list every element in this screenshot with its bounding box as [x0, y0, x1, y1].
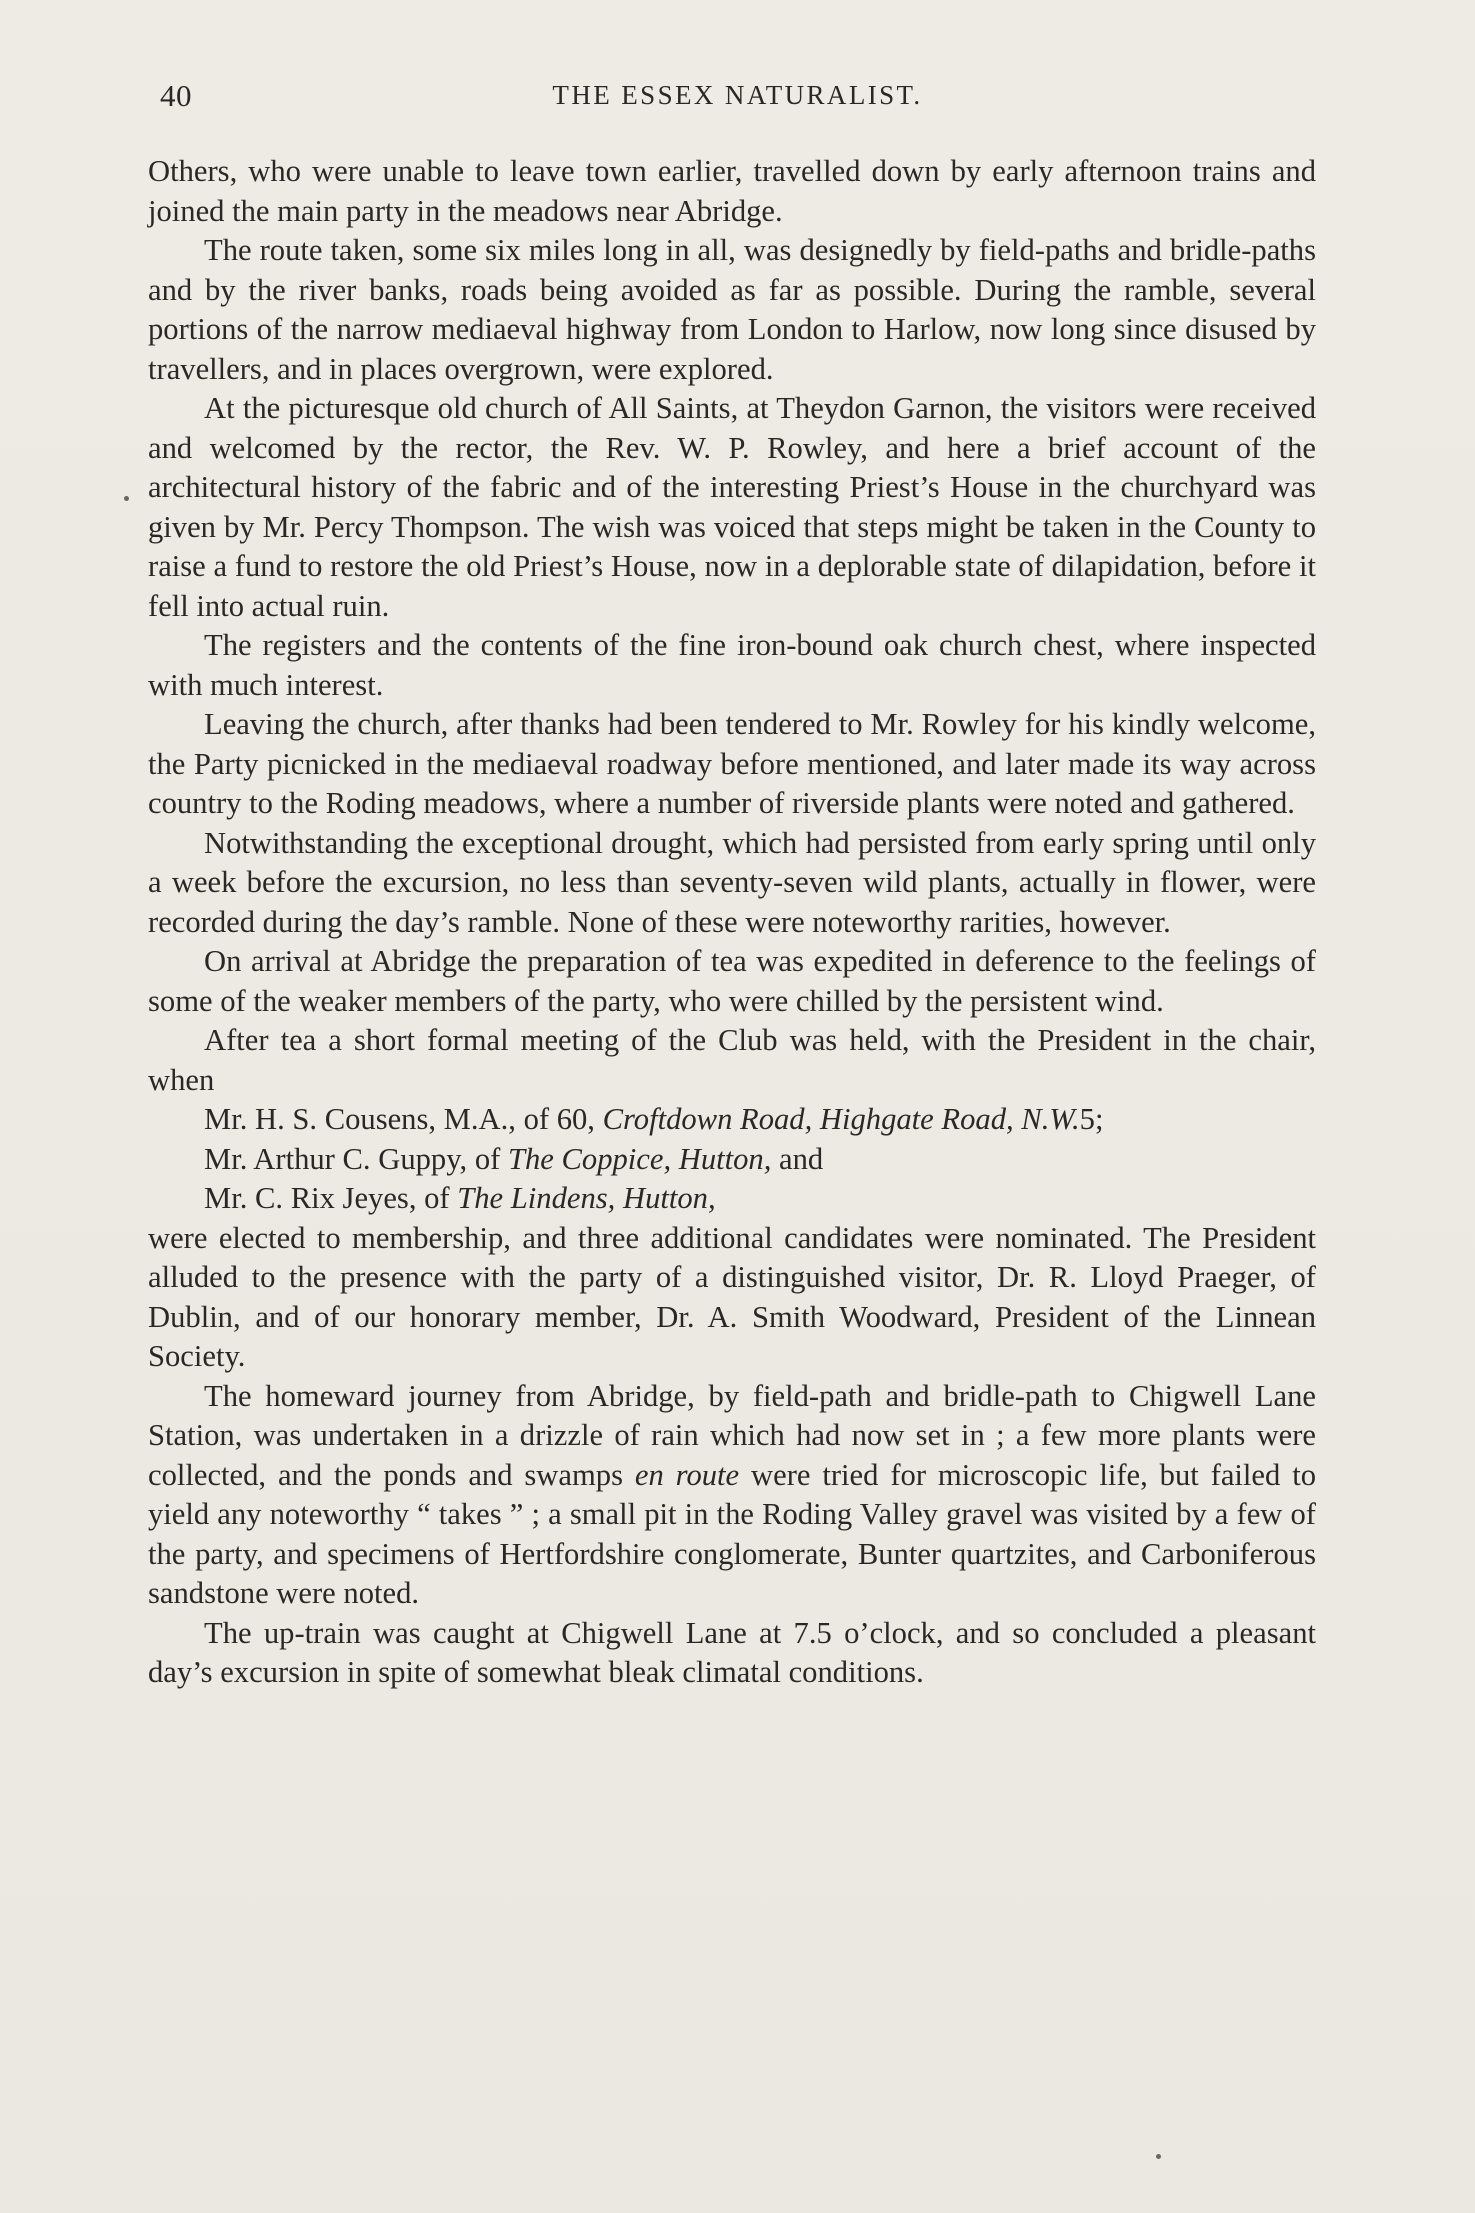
running-head [160, 78, 1315, 122]
paragraph-closing: The up-train was caught at Chigwell Lane at 7.5 o’clock, and so concluded a pleasant day’s excursion in spite of somewhat bleak climatal conditions. [148, 1615, 1316, 1689]
paragraph-4: The registers and the contents of the fine iron-bound oak church chest, where inspected with much interest. [148, 628, 1316, 702]
paragraph-8: After tea a short formal meeting of the Club was held, with the President in the chair, when [148, 1023, 1316, 1097]
homeward-italic: en route [634, 1457, 740, 1492]
homeward-text: The homeward journey from Abridge, by field-path and bridle-path to Chigwell Lane Station, was undertaken in a drizzle of rain which had now set in ; a few more plants were collected, and the ponds and swamps [148, 1378, 1316, 1492]
homeward-text-end: were tried for microscopic life, but failed to yield any noteworthy “ takes ” ; a small pit in the Roding Valley gravel was visited by a few of the party, and specimens of Hertfordshire conglomerate, Bunter quartzites, and Carboniferous sandstone were noted. [148, 1457, 1317, 1610]
new-member-3 [148, 1179, 1316, 1219]
journal-title: THE ESSEX NATURALIST. [552, 80, 923, 110]
paragraph-after-members: were elected to membership, and three additional candidates were nominated. The President alluded to the presence with the party of a distinguished visitor, Dr. R. Lloyd Praeger, of Dublin, and of our honorary member, Dr. A. Smith Woodward, President of the Linnean Society. [148, 1220, 1316, 1373]
member-address: The Coppice, Hutton, [507, 1141, 772, 1176]
paragraph-3: At the picturesque old church of All Saints, at Theydon Garnon, the visitors were received and welcomed by the rector, the Rev. W. P. Rowley, and here a brief account of the architectural history of the fabric and of the interesting Priest’s House in the churchyard was given by Mr. Percy Thompson. The wish was voiced that steps might be taken in the County to raise a fund to restore the old Priest’s House, now in a deplorable state of dilapidation, before it fell into actual ruin. [148, 391, 1316, 623]
member-suffix: and [771, 1141, 824, 1176]
page-number: 40 [160, 78, 192, 113]
member-suffix: 5; [1079, 1102, 1104, 1136]
member-address: The Lindens, Hutton, [457, 1181, 716, 1215]
member-name: Mr. H. S. Cousens, M.A., of 60, [204, 1102, 603, 1136]
paragraph-2: The route taken, some six miles long in all, was designedly by field-paths and bridle-paths and by the river banks, roads being avoided as far as possible. During the ramble, several portions of the narrow mediaeval highway from London to Harlow, now long since disused by travellers, and in places overgrown, were explored. [148, 233, 1316, 386]
paragraph-1: Others, who were unable to leave town earlier, travelled down by early afternoon trains and joined the main party in the meadows near Abridge. [148, 154, 1316, 228]
paragraph-6: Notwithstanding the exceptional drought, which had persisted from early spring until only a week before the excursion, no less than seventy-seven wild plants, actually in flower, were recorded during the day’s ramble. None of these were noteworthy rarities, however. [148, 825, 1316, 939]
print-speck [124, 496, 129, 501]
paragraph-homeward [148, 1377, 1316, 1614]
member-name: Mr. C. Rix Jeyes, of [204, 1181, 458, 1215]
new-member-2 [148, 1140, 1316, 1180]
article-body [148, 152, 1316, 1693]
paragraph-5: Leaving the church, after thanks had been tendered to Mr. Rowley for his kindly welcome, the Party picnicked in the mediaeval roadway before mentioned, and later made its way across country to the Roding meadows, where a number of riverside plants were noted and gathered. [148, 707, 1316, 820]
member-name: Mr. Arthur C. Guppy, of [204, 1141, 508, 1176]
paragraph-7: On arrival at Abridge the preparation of tea was expedited in deference to the feelings of some of the weaker members of the party, who were chilled by the persistent wind. [148, 944, 1316, 1018]
member-address: Croftdown Road, Highgate Road, N.W. [602, 1102, 1080, 1136]
new-member-1 [148, 1100, 1316, 1140]
print-speck [1156, 2154, 1161, 2159]
